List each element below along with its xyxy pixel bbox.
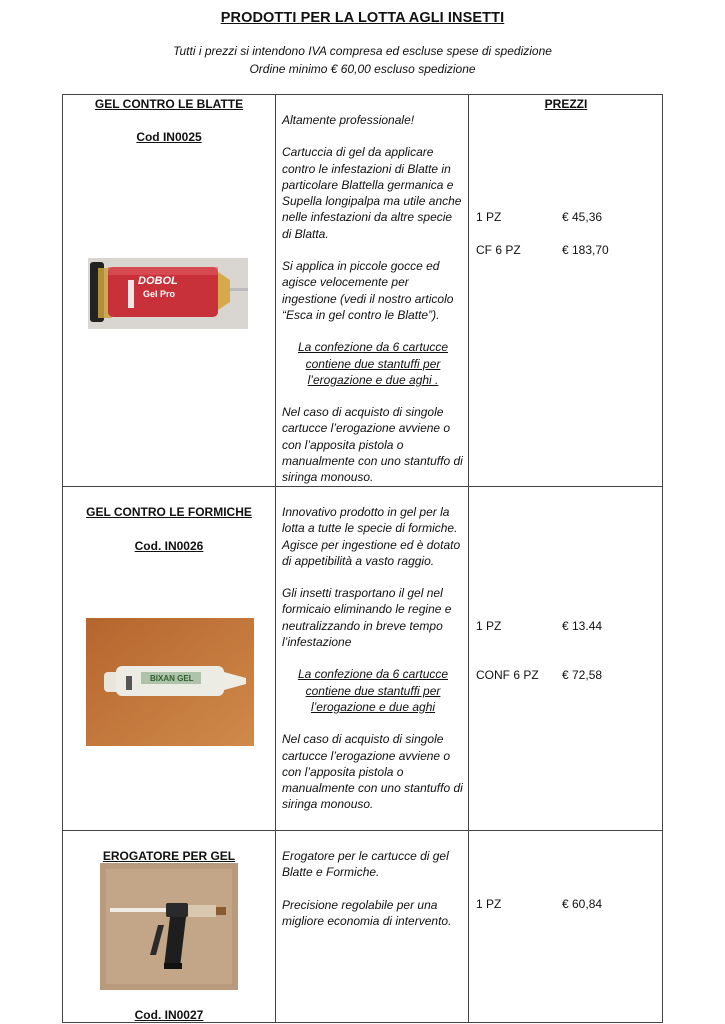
product-name: EROGATORE PER GEL [102, 849, 236, 863]
product-description [282, 504, 464, 829]
subtitle-min-order: Ordine minimo € 60,00 escluso spedizione [249, 62, 476, 76]
prices-header: PREZZI [544, 97, 588, 111]
price-qty: 1 PZ [476, 619, 502, 633]
desc-paragraph-package: La confezione da 6 cartucce contiene due stantuffi per l’erogazione e due aghi . [297, 340, 449, 387]
product-code: Cod. IN0026 [134, 539, 204, 553]
row-divider [63, 830, 662, 831]
price-qty: CONF 6 PZ [476, 668, 539, 682]
price-qty: CF 6 PZ [476, 243, 521, 257]
price-amount: € 13.44 [562, 619, 603, 633]
page-title: PRODOTTI PER LA LOTTA AGLI INSETTI [220, 10, 505, 26]
product-image-blatte [88, 258, 248, 329]
price-amount: € 183,70 [562, 243, 609, 257]
desc-paragraph: Erogatore per le cartucce di gel Blatte e Formiche. [282, 849, 449, 880]
column-divider [468, 95, 469, 1022]
desc-paragraph: Innovativo prodotto in gel per la lotta a tutte le specie di formiche. Agisce per ingestione ed è dotato di appetibilità a vasto raggio. [282, 505, 461, 568]
desc-paragraph: Nel caso di acquisto di singole cartucce l’erogazione avviene o con l’apposita pistola o manualmente con uno stantuffo di siringa monouso. [282, 732, 463, 812]
desc-paragraph: Gli insetti trasportano il gel nel formicaio eliminando le regine e neutralizzando in breve tempo l’infestazione [282, 586, 452, 650]
image-label-name: Gel Pro [143, 289, 176, 299]
product-name: GEL CONTRO LE FORMICHE [86, 505, 252, 519]
column-divider [275, 95, 276, 1022]
product-name: GEL CONTRO LE BLATTE [94, 97, 244, 111]
desc-paragraph: Precisione regolabile per una migliore economia di intervento. [282, 897, 452, 928]
product-description [282, 112, 464, 502]
desc-paragraph: Cartuccia di gel da applicare contro le infestazioni di Blatte in particolare Blattella germanica e Supella longipalpa ma utile anche nelle infestazioni da altre specie di Blatta. [282, 145, 462, 241]
product-table [62, 94, 663, 1023]
product-code: Cod IN0025 [136, 130, 202, 144]
price-amount: € 72,58 [562, 668, 603, 682]
subtitle-vat: Tutti i prezzi si intendono IVA compresa ed escluse spese di spedizione [173, 44, 552, 58]
desc-paragraph: Altamente professionale! [282, 113, 415, 127]
desc-paragraph: Nel caso di acquisto di singole cartucce l’erogazione avviene o con l’apposita pistola o manualmente con uno stantuffo di siringa monouso. [282, 405, 463, 485]
desc-paragraph: Si applica in piccole gocce ed agisce velocemente per ingestione (vedi il nostro articolo “Esca in gel contro le Blatte”). [282, 259, 454, 322]
image-label-brand: BIXAN GEL [150, 674, 194, 683]
price-amount: € 45,36 [562, 210, 603, 224]
product-image-erogatore [100, 863, 238, 990]
product-description [282, 848, 464, 945]
desc-paragraph-package: La confezione da 6 cartucce contiene due stantuffi per l’erogazione e due aghi [297, 667, 449, 714]
product-image-formiche [86, 618, 254, 746]
image-label-brand: DOBOL [138, 275, 178, 287]
price-qty: 1 PZ [476, 210, 502, 224]
price-qty: 1 PZ [476, 897, 502, 911]
product-code: Cod. IN0027 [134, 1008, 204, 1022]
price-amount: € 60,84 [562, 897, 603, 911]
